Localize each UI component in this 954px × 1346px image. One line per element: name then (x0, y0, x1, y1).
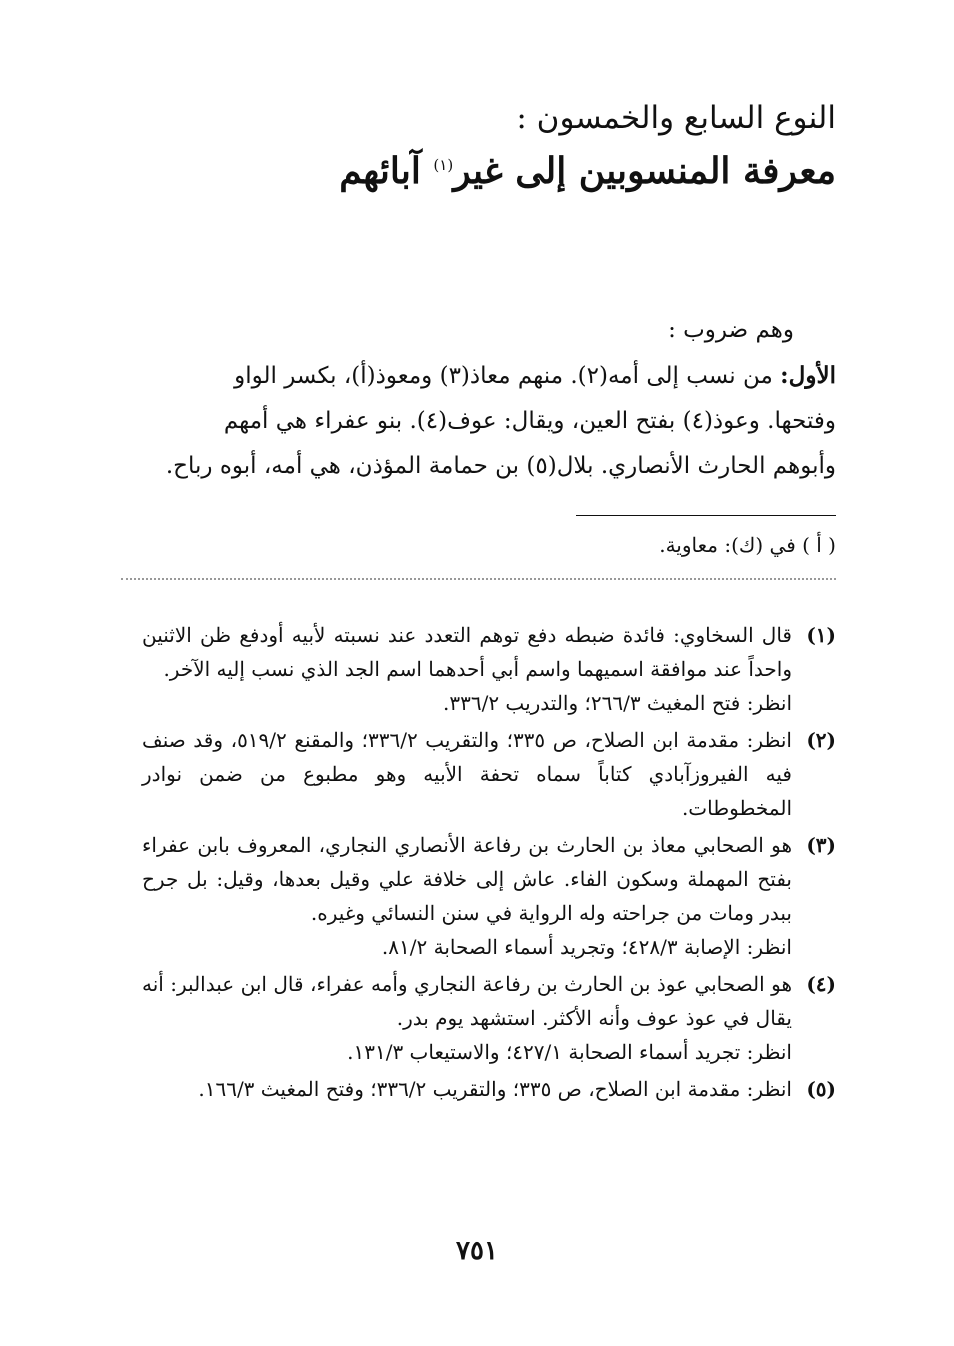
page-number: ٧٥١ (456, 1236, 498, 1266)
footnote (142, 1072, 836, 1106)
footnote-ref: انظر: الإصابة ٤٢٨/٣؛ وتجريد أسماء الصحابة ٨١/٢. (381, 935, 792, 959)
main-text (142, 308, 836, 489)
paragraph-line-1 (142, 353, 836, 399)
paragraph-line-3: وأبوهم الحارث الأنصاري. بلال(٥) بن حمامة المؤذن، هي أمه، أبوه رباح. (165, 453, 836, 479)
footnote-text: هو الصحابي معاذ بن الحارث بن رفاعة الأنصاري النجاري، المعروف بابن عفراء بفتح المهملة وسكون الفاء. عاش إلى خلافة علي وقيل بعدها، وقيل: بل جرح ببدر ومات من جراحته وله الرواية في سنن النسائي وغيره. (142, 833, 792, 925)
chapter-type-heading: النوع السابع والخمسون : (516, 100, 836, 136)
intro-line: وهم ضروب : (668, 317, 794, 343)
title-part-2: آبائهم (339, 150, 421, 192)
footnote (142, 967, 836, 1069)
footnote-ref: انظر: تجريد أسماء الصحابة ٤٢٧/١؛ والاستيعاب ١٣١/٣. (347, 1040, 792, 1064)
footnote-number: (١) (806, 623, 836, 647)
footnote-text: انظر: مقدمة ابن الصلاح، ص ٣٣٥؛ والتقريب ٣٣٦/٢؛ والمقنع ٥١٩/٢، وقد صنف فيه الفيروزآبادي كتاباً سماه تحفة الأبيه وهو مطبوع من ضمن نوادر المخطوطات. (142, 728, 792, 820)
footnote (142, 828, 836, 964)
footnote-body (142, 828, 792, 964)
footnote-text: هو الصحابي عوذ بن الحارث بن رفاعة النجاري وأمه عفراء، قال ابن عبدالبر: أنه يقال في عوذ عوف وأنه الأكثر. استشهد يوم بدر. (142, 972, 792, 1030)
footnote-body (142, 967, 792, 1069)
variant-note: ( أ ) في (ك): معاوية. (659, 533, 836, 557)
footnote-divider (576, 515, 836, 516)
footnote-number: (٤) (806, 972, 836, 996)
footnote-number: (٢) (806, 728, 836, 752)
paragraph-line-2: وفتحها. وعوذ(٤) بفتح العين، ويقال: عوف(٤). بنو عفراء هي أمهم (223, 408, 836, 434)
footnote-body (142, 618, 792, 720)
footnote-body (142, 1072, 792, 1106)
footnote-text: قال السخاوي: فائدة ضبطه دفع توهم التعدد عند نسبته لأبيه أودفع ظن الاثنين واحداً عند موافقة اسميهما واسم أبي أحدهما اسم الجد الذي نسب إليه الآخر. (142, 623, 792, 681)
footnote-ref: انظر: فتح المغيث ٢٦٦/٣؛ والتدريب ٣٣٦/٢. (443, 691, 792, 715)
first-type-label: الأول: (780, 362, 836, 389)
title-footnote-marker: (١) (433, 156, 454, 174)
footnote-number: (٥) (806, 1077, 836, 1101)
footnotes (142, 618, 836, 1109)
footnote (142, 723, 836, 825)
footnote-number: (٣) (806, 833, 836, 857)
footnote-text: انظر: مقدمة ابن الصلاح، ص ٣٣٥؛ والتقريب ٣٣٦/٢؛ وفتح المغيث ١٦٦/٣. (198, 1077, 792, 1101)
dotted-separator (121, 578, 836, 580)
paragraph-line-1-text: من نسب إلى أمه(٢). منهم معاذ(٣) ومعوذ(أ)، بكسر الواو (234, 363, 773, 389)
title-part-1: معرفة المنسوبين إلى غير (453, 150, 836, 192)
chapter-title (339, 150, 836, 192)
footnote (142, 618, 836, 720)
footnote-body (142, 723, 792, 825)
